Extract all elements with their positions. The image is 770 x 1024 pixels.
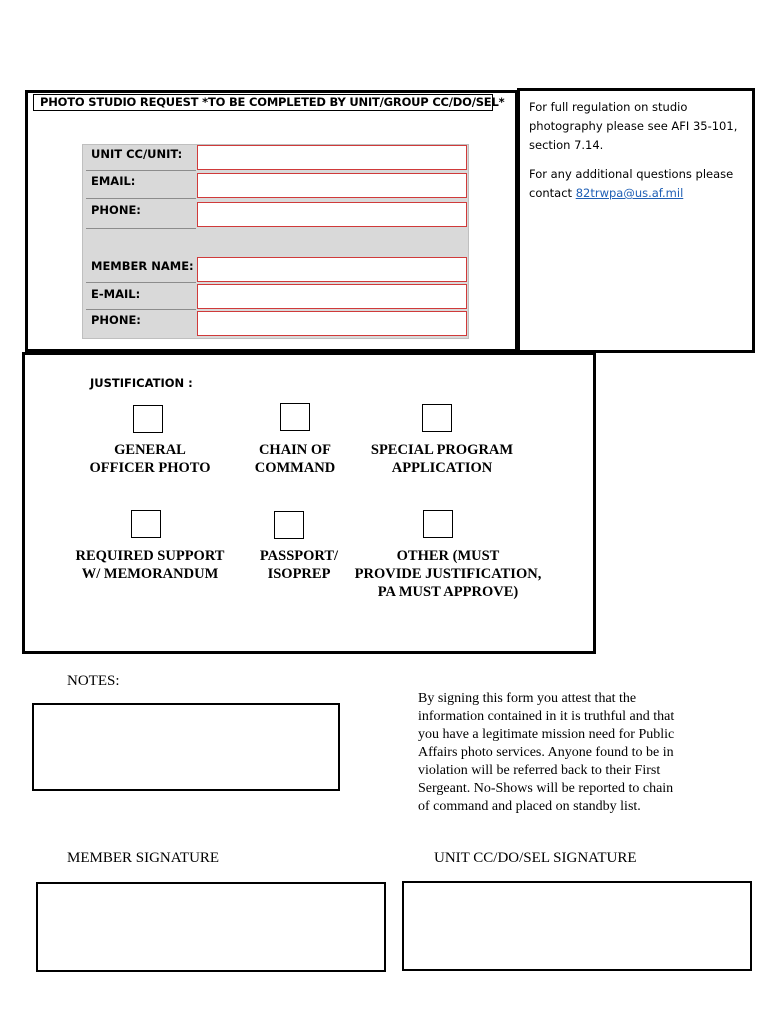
unit-email-label: EMAIL: bbox=[91, 174, 136, 188]
justification-section bbox=[22, 352, 596, 654]
passport-isoprep-option bbox=[242, 547, 356, 583]
chain-of-command-option bbox=[235, 441, 355, 477]
contact-note-text: For any additional questions please contact bbox=[529, 167, 734, 200]
option-line: OTHER (MUST bbox=[396, 548, 500, 564]
other-checkbox[interactable] bbox=[423, 510, 453, 538]
member-phone-field[interactable] bbox=[197, 311, 467, 336]
option-line: PASSPORT/ bbox=[259, 548, 339, 564]
option-line: OFFICER PHOTO bbox=[89, 460, 211, 476]
option-line: PA MUST APPROVE) bbox=[377, 584, 519, 600]
option-line: REQUIRED SUPPORT bbox=[75, 548, 225, 564]
special-program-option bbox=[352, 441, 532, 477]
form-title: PHOTO STUDIO REQUEST *TO BE COMPLETED BY UNIT/GROUP CC/DO/SEL* bbox=[33, 94, 493, 111]
other-option bbox=[340, 547, 556, 601]
contact-email-link[interactable]: 82trwpa@us.af.mil bbox=[575, 186, 684, 200]
option-line: PROVIDE JUSTIFICATION, bbox=[354, 566, 542, 582]
unit-cc-field[interactable] bbox=[197, 145, 467, 170]
option-line: APPLICATION bbox=[391, 460, 493, 476]
general-officer-photo-option bbox=[70, 441, 230, 477]
option-line: SPECIAL PROGRAM bbox=[370, 442, 514, 458]
required-support-option bbox=[62, 547, 238, 583]
passport-isoprep-checkbox[interactable] bbox=[274, 511, 304, 539]
justification-label: JUSTIFICATION : bbox=[90, 376, 193, 390]
divider bbox=[86, 198, 196, 199]
unit-signature-label: UNIT CC/DO/SEL SIGNATURE bbox=[434, 850, 637, 866]
member-signature-label: MEMBER SIGNATURE bbox=[67, 850, 220, 866]
option-line: ISOPREP bbox=[267, 566, 331, 582]
option-line: GENERAL bbox=[114, 442, 186, 458]
unit-cc-label: UNIT CC/UNIT: bbox=[91, 147, 183, 161]
member-phone-label: PHONE: bbox=[91, 313, 141, 327]
unit-phone-field[interactable] bbox=[197, 202, 467, 227]
general-officer-photo-checkbox[interactable] bbox=[133, 405, 163, 433]
member-signature-field[interactable] bbox=[36, 882, 386, 972]
member-email-field[interactable] bbox=[197, 284, 467, 309]
contact-note bbox=[529, 165, 744, 203]
notes-field[interactable] bbox=[32, 703, 340, 791]
unit-phone-label: PHONE: bbox=[91, 203, 141, 217]
divider bbox=[86, 282, 196, 283]
unit-signature-field[interactable] bbox=[402, 881, 752, 971]
option-line: W/ MEMORANDUM bbox=[81, 566, 219, 582]
member-email-label: E-MAIL: bbox=[91, 287, 141, 301]
divider bbox=[86, 228, 196, 229]
option-line: CHAIN OF bbox=[258, 442, 332, 458]
member-name-label: MEMBER NAME: bbox=[91, 259, 194, 273]
divider bbox=[86, 170, 196, 171]
special-program-checkbox[interactable] bbox=[422, 404, 452, 432]
divider bbox=[86, 309, 196, 310]
required-support-checkbox[interactable] bbox=[131, 510, 161, 538]
option-line: COMMAND bbox=[254, 460, 336, 476]
chain-of-command-checkbox[interactable] bbox=[280, 403, 310, 431]
regulation-note: For full regulation on studio photography please see AFI 35-101, section 7.14. bbox=[529, 100, 738, 152]
unit-email-field[interactable] bbox=[197, 173, 467, 198]
notes-label: NOTES: bbox=[67, 673, 120, 689]
attestation-text: By signing this form you attest that the information contained in it is truthful and that you have a legitimate mission need for Public Affairs photo services. Anyone found to be in violation will be referred back to their First Sergeant. No-Shows will be reported to chain of command and placed on standby list. bbox=[418, 691, 675, 814]
member-name-field[interactable] bbox=[197, 257, 467, 282]
